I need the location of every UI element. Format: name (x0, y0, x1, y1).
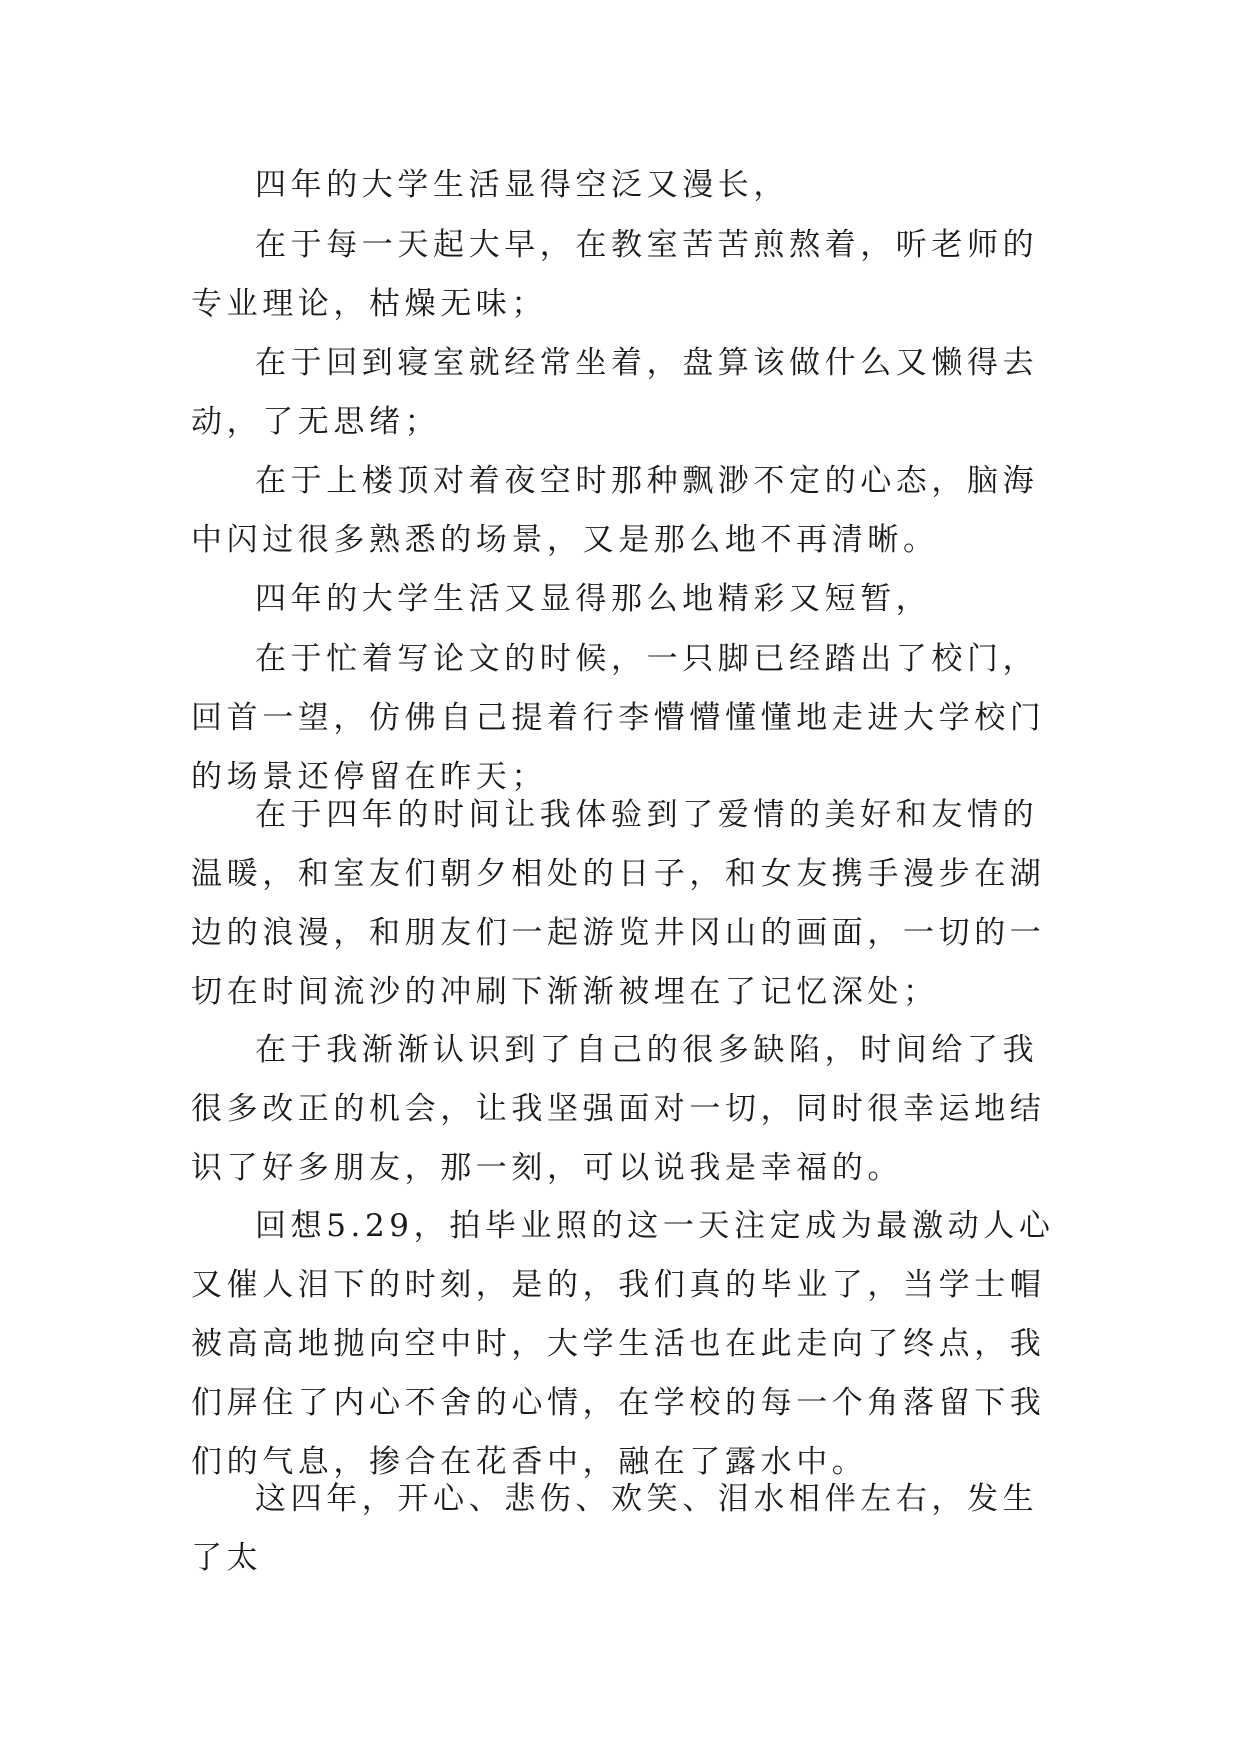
paragraph-8: 在于我渐渐认识到了自己的很多缺陷，时间给了我很多改正的机会，让我坚强面对一切，同时很幸运地结识了好多朋友，那一刻，可以说我是幸福的。 (191, 1032, 1046, 1186)
paragraph-2: 在于每一天起大早，在教室苦苦煎熬着，听老师的专业理论，枯燥无味； (191, 227, 1039, 322)
paragraph-10: 这四年，开心、悲伤、欢笑、泪水相伴左右，发生了太 (191, 1481, 1039, 1576)
paragraph-7: 在于四年的时间让我体验到了爱情的美好和友情的温暖，和室友们朝夕相处的日子，和女友携手漫步在湖边的浪漫，和朋友们一起游览井冈山的画面，一切的一切在时间流沙的冲刷下渐渐被埋在了记忆深处； (191, 797, 1046, 1010)
paragraph-5: 四年的大学生活又显得那么地精彩又短暂， (255, 581, 932, 617)
paragraph-4: 在于上楼顶对着夜空时那种飘渺不定的心态，脑海中闪过很多熟悉的场景，又是那么地不再清晰。 (191, 463, 1039, 558)
paragraph-6: 在于忙着写论文的时候，一只脚已经踏出了校门，回首一望，仿佛自己提着行李懵懵懂懂地走进大学校门的场景还停留在昨天； (191, 641, 1046, 795)
paragraph-1: 四年的大学生活显得空泛又漫长， (255, 167, 789, 203)
paragraph-3: 在于回到寝室就经常坐着，盘算该做什么又懒得去动，了无思绪； (191, 345, 1039, 440)
paragraph-9: 回想5.29，拍毕业照的这一天注定成为最激动人心又催人泪下的时刻，是的，我们真的毕业了，当学士帽被高高地抛向空中时，大学生活也在此走向了终点，我们屏住了内心不舍的心情，在学校的每一个角落留下我们的气息，掺合在花香中，融在了露水中。 (191, 1208, 1055, 1480)
